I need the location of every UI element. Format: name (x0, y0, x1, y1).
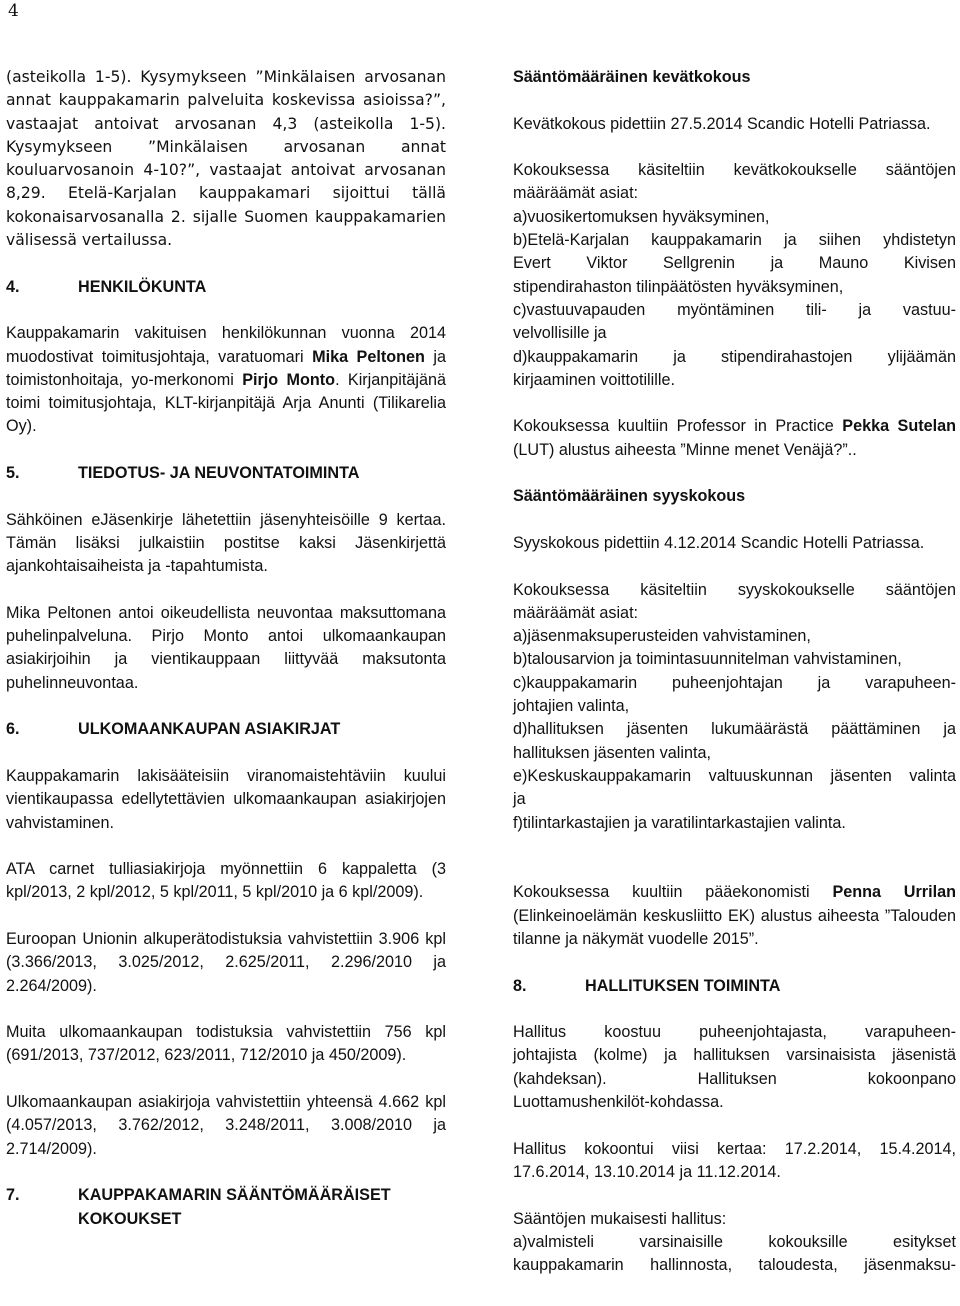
text-line: johtajien valinta, (513, 697, 630, 716)
text-line: stipendirahaston tilinpäätösten hyväksyminen, (513, 277, 844, 296)
text-line: vastaajat antoivat arvosanan 4,3 (asteikolla 1-5). (6, 114, 446, 133)
left-column (6, 66, 446, 1254)
survey-results-paragraph (6, 66, 446, 252)
section-8-heading (513, 975, 956, 998)
text-line: Kokouksessa käsiteltiin kevätkokoukselle sääntöjen (513, 161, 956, 180)
spring-meeting-agenda (513, 159, 956, 392)
ata-carnet-paragraph: ATA carnet tulliasiakirjoja myönnettiin 6 kappaletta (3 kpl/2013, 2 kpl/2012, 5 kpl/2011, 5 kpl/2010 ja 6 kpl/2009). (6, 860, 446, 902)
board-composition-paragraph (513, 1021, 956, 1114)
section-title (78, 1184, 446, 1231)
text-line: annat kauppakamarin palveluita koskevissa asioissa?”, (6, 91, 446, 110)
board-duties-paragraph (513, 1208, 956, 1278)
newsletter-paragraph: Sähköinen eJäsenkirje lähetettiin jäsenyhteisöille 9 kertaa. Tämän lisäksi julkaistiin postitse kaksi Jäsenkirjettä ajankohtaisaiheista ja -tapahtumista. (6, 510, 446, 576)
section-number: 7. (6, 1186, 20, 1205)
spring-meeting-date: Kevätkokous pidettiin 27.5.2014 Scandic Hotelli Patriassa. (513, 114, 931, 133)
total-documents-paragraph: Ulkomaankaupan asiakirjoja vahvistettiin yhteensä 4.662 kpl (4.057/2013, 3.762/2012, 3.248/2011, 3.008/2010 ja 2.714/2009). (6, 1093, 446, 1158)
autumn-meeting-heading: Sääntömääräinen syyskokous (513, 487, 746, 506)
section-number: 5. (6, 464, 20, 483)
eu-origin-paragraph: Euroopan Unionin alkuperätodistuksia vahvistettiin 3.906 kpl (3.366/2013, 3.025/2012, 2.625/2011, 2.296/2010 ja 2.264/2009). (6, 929, 446, 995)
text-line: b)Etelä-Karjalan kauppakamarin ja siihen yhdistetyn (513, 231, 956, 250)
title-line: KOKOUKSET (78, 1209, 182, 1228)
section-number: 4. (6, 277, 20, 296)
text-line: a)valmisteli varsinaisille kokouksille esitykset (513, 1232, 956, 1251)
text-line: Kysymykseen ”Minkälaisen arvosanan annat (6, 137, 446, 156)
other-certificates-paragraph: Muita ulkomaankaupan todistuksia vahvistettiin 756 kpl (691/2013, 737/2012, 623/2011, 712/2010 ja 450/2009). (6, 1023, 446, 1065)
text-line: kokonaisarvosanalla 2. sijalle Suomen kauppakamarien (6, 207, 446, 226)
text-line: d)hallituksen jäsenten lukumäärästä päättäminen ja (513, 720, 956, 739)
spring-meeting-speaker (513, 415, 956, 462)
text-line: a)vuosikertomuksen hyväksyminen, (513, 207, 770, 226)
text-line: Hallitus koostuu puheenjohtajasta, varapuheen- (513, 1023, 956, 1042)
text-run: Kauppakamarin vakituisen henkilökunnan vuonna 2014 muodostivat toimitusjohtaja, varatuomari (6, 324, 446, 366)
title-line: KAUPPAKAMARIN SÄÄNTÖMÄÄRÄISET (78, 1186, 391, 1205)
text-line: ja (513, 790, 526, 809)
section-title: HENKILÖKUNTA (78, 277, 207, 296)
text-line: kouluarvosanoin 4-10?”, vastaajat antoivat arvosanan (6, 161, 446, 180)
autumn-meeting-agenda (513, 579, 956, 835)
text-run: Kokouksessa kuultiin Professor in Practice (513, 417, 843, 436)
text-line: a)jäsenmaksuperusteiden vahvistaminen, (513, 627, 811, 646)
text-line: kauppakamarin hallinnosta, taloudesta, jäsenmaksu- (513, 1256, 956, 1275)
text-line: f)tilintarkastajien ja varatilintarkastajien valinta. (513, 813, 846, 832)
text-line: b)talousarvion ja toimintasuunnitelman vahvistaminen, (513, 650, 902, 669)
documents-paragraph: Kauppakamarin lakisääteisiin viranomaistehtäviin kuului vientikaupassa edellytettävien ulkomaankaupan asiakirjojen vahvistaminen. (6, 766, 446, 832)
section-number: 6. (6, 720, 20, 739)
advisory-paragraph: Mika Peltonen antoi oikeudellista neuvontaa maksuttomana puhelinpalveluna. Pirjo Monto antoi ulkomaankaupan asiakirjoihin ja vientikauppaan liittyvää maksutonta puhelinneuvontaa. (6, 603, 446, 692)
person-name: Pirjo Monto (242, 370, 336, 389)
spring-meeting-heading: Sääntömääräinen kevätkokous (513, 68, 751, 86)
text-line: e)Keskuskauppakamarin valtuuskunnan jäsenten valinta (513, 766, 956, 785)
text-run: ja toimistonhoitaja, yo-merkonomi (6, 347, 446, 389)
person-name: Mika Peltonen (312, 347, 425, 366)
text-line: Kokouksessa käsiteltiin syyskokoukselle sääntöjen (513, 580, 956, 599)
person-name: Penna Urrilan (832, 883, 956, 902)
text-line: välisessä vertailussa. (6, 231, 173, 250)
autumn-meeting-date: Syyskokous pidettiin 4.12.2014 Scandic Hotelli Patriassa. (513, 533, 925, 552)
text-line: Evert Viktor Sellgrenin ja Mauno Kivisen (513, 254, 956, 273)
text-line: määräämät asiat: (513, 184, 639, 203)
autumn-meeting-speaker (513, 881, 956, 951)
section-4-heading (6, 276, 446, 299)
staff-paragraph (6, 322, 446, 438)
section-title: TIEDOTUS- JA NEUVONTATOIMINTA (78, 464, 360, 483)
text-line: velvollisille ja (513, 324, 607, 343)
text-line: c)kauppakamarin puheenjohtajan ja varapuheen- (513, 673, 956, 692)
text-line: (kahdeksan). Hallituksen kokoonpano (513, 1069, 956, 1088)
section-5-heading (6, 462, 446, 485)
section-7-heading (6, 1184, 446, 1231)
text-line: c)vastuuvapauden myöntäminen tili- ja vastuu- (513, 300, 956, 319)
text-line: 8,29. Etelä-Karjalan kauppakamari sijoittui tällä (6, 184, 446, 203)
text-run: Kokouksessa kuultiin pääekonomisti (513, 883, 833, 902)
section-6-heading (6, 718, 446, 741)
text-run: (Elinkeinoelämän keskusliitto EK) alustus aiheesta ”Talouden tilanne ja näkymät vuodelle 2015”. (513, 906, 956, 948)
text-line: kirjaaminen voittotilille. (513, 370, 675, 389)
text-line: hallituksen jäsenten valinta, (513, 743, 711, 762)
text-line: määräämät asiat: (513, 603, 639, 622)
board-meetings-paragraph: Hallitus kokoontui viisi kertaa: 17.2.2014, 15.4.2014, 17.6.2014, 13.10.2014 ja 11.12.2014. (513, 1139, 956, 1181)
text-run: (LUT) alustus aiheesta ”Minne menet Venäjä?”.. (513, 440, 857, 459)
person-name: Pekka Sutelan (842, 417, 956, 436)
section-number: 8. (513, 976, 527, 995)
text-line: johtajista (kolme) ja hallituksen varsinaisista jäsenistä (513, 1046, 956, 1065)
text-line: Sääntöjen mukaisesti hallitus: (513, 1209, 727, 1228)
text-run: . Kirjanpitäjänä toimi toimitusjohtaja, KLT-kirjanpitäjä Arja Anunti (Tilikarelia Oy). (6, 370, 446, 436)
right-column (513, 66, 956, 1277)
text-line: Luottamushenkilöt-kohdassa. (513, 1093, 724, 1112)
text-line: (asteikolla 1-5). Kysymykseen ”Minkälaisen arvosanan (6, 68, 446, 86)
text-line: d)kauppakamarin ja stipendirahastojen ylijäämän (513, 347, 956, 366)
section-title: HALLITUKSEN TOIMINTA (585, 976, 781, 995)
section-title: ULKOMAANKAUPAN ASIAKIRJAT (78, 720, 341, 739)
page-number: 4 (8, 1, 19, 21)
